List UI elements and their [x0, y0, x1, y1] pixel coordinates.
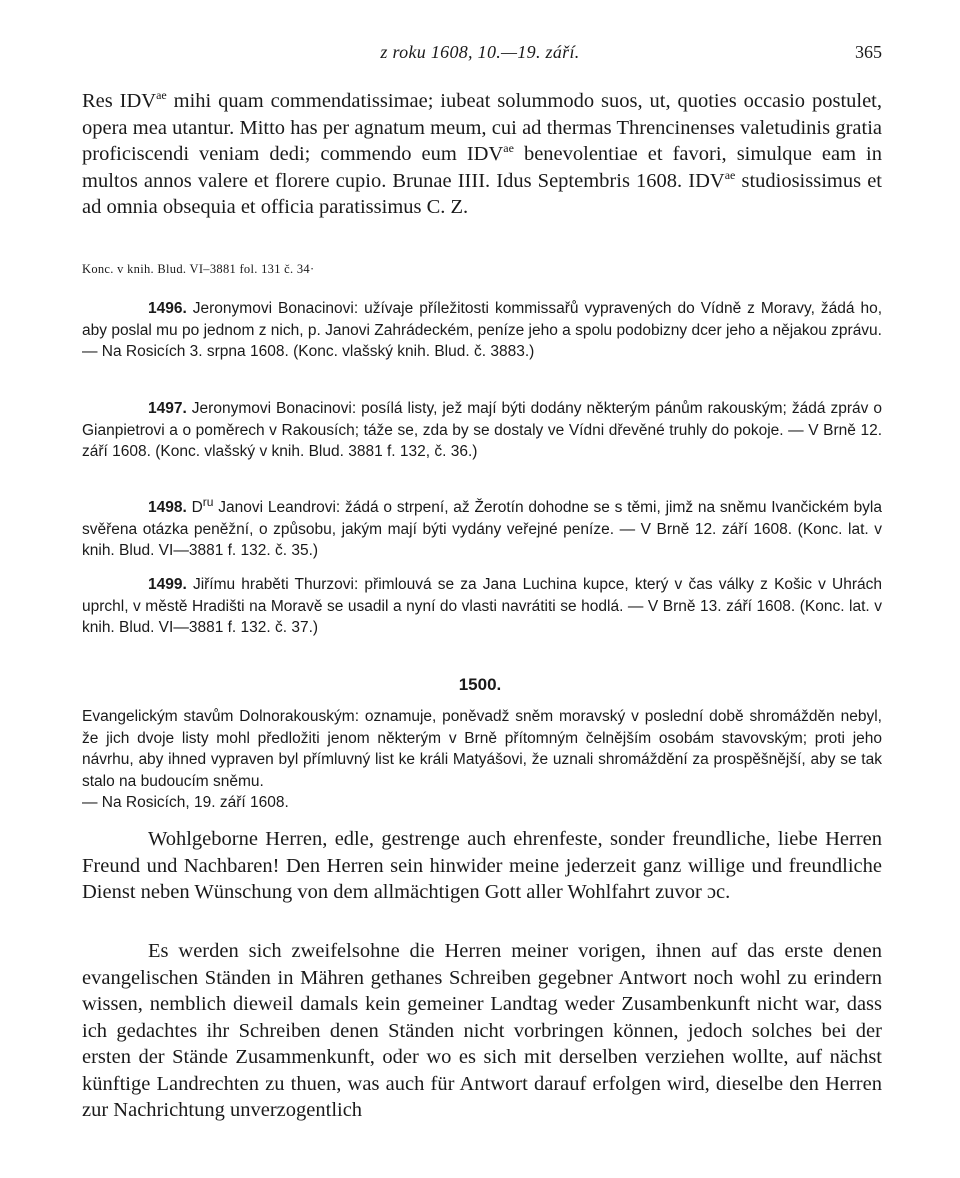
regest-text: Janovi Leandrovi: žádá o strpení, až Žerotín dohodne se s těmi, jimž na sněmu Ivančickém byla svěřena otázka peněžní, o způsobu, jakým mají býti vydány veřejné peníze. — V Brně 12. září 1608. (Konc. lat. v knih. Blud. VI—3881 f. 132. č. 35.) — [82, 499, 882, 559]
regest-paragraph — [82, 398, 882, 463]
regest-paragraph — [82, 494, 882, 562]
regest-paragraph — [82, 298, 882, 363]
regest-prefix: D — [186, 499, 203, 516]
page-number: 365 — [855, 42, 882, 62]
regest-1499 — [82, 574, 882, 639]
latin-text-2: mihi quam commendatissimae; iubeat solummodo suos, ut, quoties occasio postulet, opera mea utantur. Mitto has per agnatum meum, cui ad thermas Threncinenses valetudinis gratia proficiscendi veniam dedi; commendo eum IDV — [82, 90, 883, 165]
regest-number: 1499. — [148, 576, 187, 593]
latin-paragraph — [82, 88, 882, 221]
regest-paragraph — [82, 574, 882, 639]
regest-number: 1498. — [148, 499, 187, 516]
document-summary — [82, 706, 882, 814]
regest-text: Jeronymovi Bonacinovi: užívaje příležitosti kommissařů vypravených do Vídně z Moravy, žádá ho, aby poslal mu po jednom z nich, p. Janovi Zahrádeckém, peníze jeho a spolu podobizny dcer jeho a nějakou zprávu. — Na Rosicích 3. srpna 1608. (Konc. vlašský knih. Blud. č. 3883.) — [82, 300, 882, 360]
regest-1497 — [82, 398, 882, 463]
regest-1498 — [82, 494, 882, 562]
german-letter-paragraph-2 — [82, 938, 882, 1124]
regest-sup: ru — [202, 494, 214, 509]
regest-number: 1497. — [148, 400, 187, 417]
latin-source-reference: Konc. v knih. Blud. VI–3881 fol. 131 č. 34· — [82, 262, 315, 276]
german-paragraph: Wohlgeborne Herren, edle, gestrenge auch ehrenfeste, sonder freundliche, liebe Herren Freund und Nachbaren! Den Herren sein hinwider meine jederzeit ganz willige und freundliche Dienst neben Wünschung von dem allmächtigen Gott aller Wohlfahrt zuvor ɔc. — [82, 828, 882, 903]
summary-text: Evangelickým stavům Dolnorakouským: oznamuje, poněvadž sněm moravský v poslední době shromážděn nebyl, že jich dvoje listy mohl předložiti jenom některým v Brně přítomným čelnějším osobám stavovským; proti jeho návrhu, aby ihned vypraven byl přímluvný list ke králi Matyášovi, že uznali shromáždění za prospěšnější, aby se tak stalo na budoucím sněmu. — [82, 708, 882, 790]
german-letter-paragraph-1 — [82, 826, 882, 906]
regest-text: Jiřímu hraběti Thurzovi: přimlouvá se za Jana Luchina kupce, který v čas války z Košic v Uhrách uprchl, v městě Hradišti na Moravě se usadil a nyní do vlasti navrátiti se hodlá. — V Brně 13. září 1608. (Konc. lat. v knih. Blud. VI—3881 f. 132. č. 37.) — [82, 576, 882, 636]
regest-1496 — [82, 298, 882, 363]
regest-text: Jeronymovi Bonacinovi: posílá listy, jež mají býti dodány některým pánům rakouským; žádá zpráv o Gianpietrovi a o poměrech v Rakousích; táže se, zda by se dostaly ve Vídni dřevěné truhly do pokoje. — V Brně 12. září 1608. (Konc. vlašský v knih. Blud. 3881 f. 132, č. 36.) — [82, 400, 882, 460]
latin-sup-1: ae — [156, 88, 167, 103]
regest-number: 1496. — [148, 300, 187, 317]
latin-text-1: Res IDV — [82, 90, 157, 112]
running-title: z roku 1608, 10.—19. září. — [380, 42, 580, 62]
latin-text-3: benevolentiae et favori, simulque eam in multos annos valere et florere cupio. Brunae IIII. Idus Septembris 1608. IDV — [82, 143, 882, 192]
latin-sup-2: ae — [503, 141, 514, 156]
summary-date: — Na Rosicích, 19. září 1608. — [82, 794, 289, 811]
latin-sup-3: ae — [724, 167, 736, 182]
document-number-heading: 1500. — [458, 675, 502, 694]
latin-text-4: studiosissimus et ad omnia obsequia et officia paratissimus C. Z. — [82, 169, 882, 218]
latin-letter-ending — [82, 88, 882, 221]
german-paragraph: Es werden sich zweifelsohne die Herren meiner vorigen, ihnen auf das erste denen evangelischen Ständen in Mähren gethanes Schreiben gegebner Antwort noch wohl zu erindern wissen, nemblich dieweil damals kein gemeiner Landtag weder Zusambenkunft nicht war, dass ich gedachtes ihr Schreiben denen Ständen nicht vorbringen können, jedoch solches bei der ersten der Stände Zusammenkunft, oder wo es sich mit derselben verziehen wollte, auf nächst künftige Landrechten zu thuen, was auch für Antwort darauf erfolgen wird, dieselbe den Herren zur Nachrichtung unverzogentlich — [82, 940, 882, 1121]
